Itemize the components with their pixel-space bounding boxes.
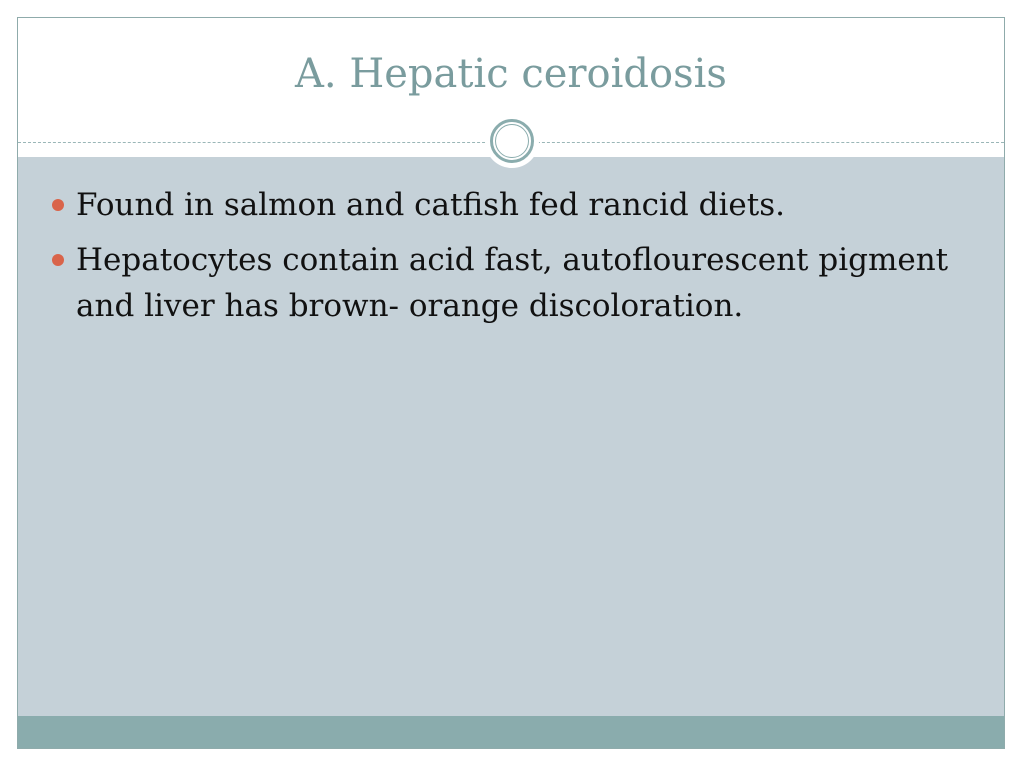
- slide-frame: [17, 17, 1005, 749]
- bullet-item: [48, 182, 978, 229]
- bullet-item: [48, 237, 978, 330]
- slide-title: A. Hepatic ceroidosis: [295, 51, 727, 97]
- ornament-inner-ring-icon: [495, 124, 529, 158]
- bullet-dot-icon: [52, 199, 64, 211]
- bullet-dot-icon: [52, 254, 64, 266]
- bullet-text: Found in salmon and catfish fed rancid diets.: [76, 187, 785, 223]
- bullet-text: Hepatocytes contain acid fast, autoflourescent pigment and liver has brown- orange discoloration.: [76, 241, 949, 324]
- footer-band: [18, 716, 1004, 749]
- bullet-list: [48, 182, 978, 338]
